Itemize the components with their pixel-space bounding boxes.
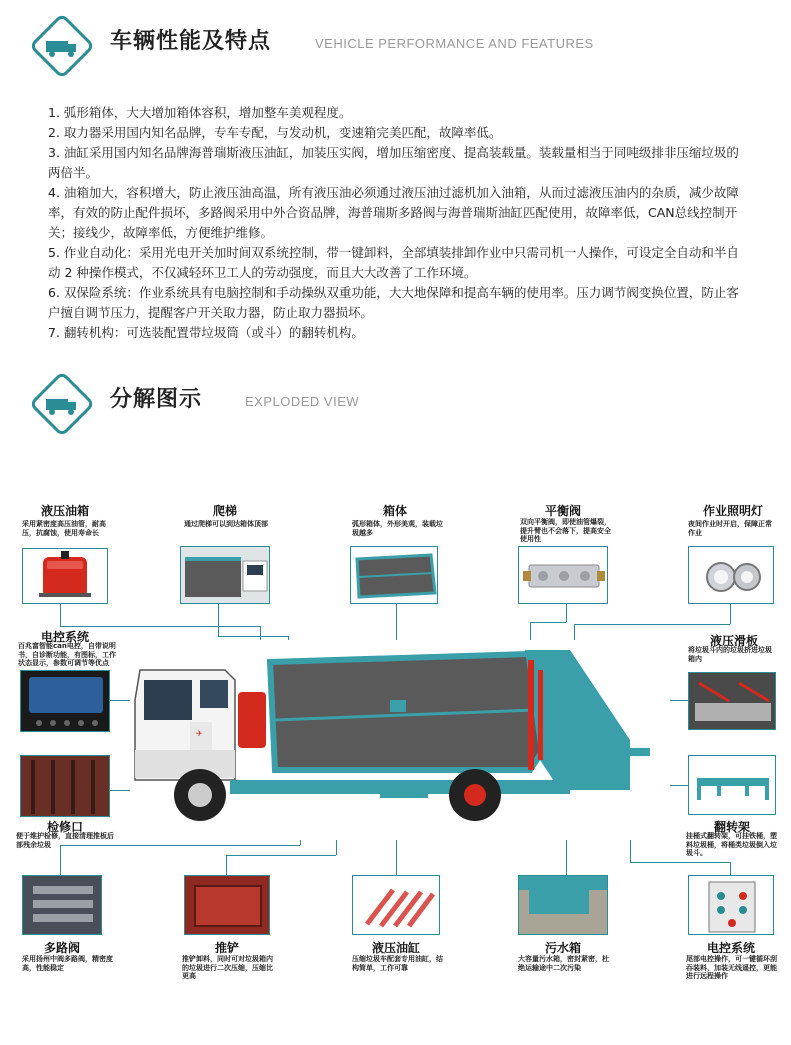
part-title-sewage-tank: 污水箱 [544, 941, 581, 955]
section-title: 分解图示 [110, 387, 203, 412]
features-list [48, 103, 748, 343]
feature-item: 3. 油缸采用国内知名品牌海普瑞斯液压油缸，加装压实阀，增加压缩密度、提高装载量。装载量相当于同吨级排非压缩垃圾的两倍半。 [48, 145, 739, 180]
part-desc-cylinder: 压缩垃圾车配套专用油缸，结构简单，工作可靠 [352, 955, 443, 972]
connector-line [566, 604, 567, 622]
box-icon [351, 547, 438, 604]
part-desc-inspection: 便于维护检修，直接清理推板后部残余垃圾 [16, 832, 114, 849]
control-box-image [688, 875, 774, 935]
control-box-icon [689, 876, 774, 935]
part-title-multi-valve: 多路阀 [43, 941, 80, 955]
push-shovel-icon [185, 876, 270, 935]
cylinder-icon [353, 876, 440, 935]
part-desc-multi-valve: 采用扬州中阀多路阀，精密度高，性能稳定 [22, 955, 113, 972]
connector-line [730, 862, 731, 875]
section-header-features [30, 14, 730, 74]
part-title-ecu-left: 电控系统 [40, 630, 89, 644]
connector-line [730, 604, 731, 624]
screen-icon [21, 671, 110, 732]
box-image [350, 546, 438, 604]
valve-block-icon [23, 876, 102, 935]
part-desc-ecu-right: 尾部电控操作，可一键循环刮吞装料，加装无线遥控，更能进行远程操作 [686, 955, 777, 980]
part-title-balance-valve: 平衡阀 [544, 504, 581, 518]
part-title-inspection: 检修口 [46, 820, 83, 834]
part-title-flip-frame: 翻转架 [713, 820, 750, 834]
part-desc-push-shovel: 推铲卸料，同时可对垃圾箱内的垃圾进行二次压缩，压缩比更高 [182, 955, 273, 980]
slide-plate-image [688, 672, 776, 730]
section-header-exploded [30, 372, 730, 432]
feature-item: 7. 翻转机构：可选装配置带垃圾筒（或斗）的翻转机构。 [48, 325, 364, 340]
connector-line [530, 622, 566, 623]
part-desc-work-light: 夜间作业时开启，保障正常作业 [688, 520, 772, 537]
connector-line [218, 636, 288, 637]
part-desc-box: 弧形箱体，外形美观，装载垃圾越多 [352, 520, 443, 537]
inspection-port-image [20, 755, 110, 817]
ladder-image [180, 546, 270, 604]
sewage-tank-image [518, 875, 608, 935]
connector-line [218, 604, 219, 636]
part-title-cylinder: 液压油缸 [371, 941, 420, 955]
part-title-oil-tank: 液压油箱 [40, 504, 89, 518]
part-desc-balance-valve: 双向平衡阀，即使油管爆裂，提升臂也不会落下，提高安全使用性 [520, 518, 611, 543]
part-title-push-shovel: 推铲 [214, 941, 239, 955]
lamp-icon [689, 547, 774, 604]
flip-frame-icon [689, 756, 776, 815]
connector-line [574, 624, 730, 625]
balance-valve-image [518, 546, 608, 604]
section-subtitle: VEHICLE PERFORMANCE AND FEATURES [315, 36, 594, 51]
connector-line [226, 855, 227, 875]
oil-tank-icon [23, 549, 108, 604]
cylinder-image [352, 875, 440, 935]
part-desc-slide-plate: 将垃圾斗内的垃圾挤进垃圾箱内 [688, 646, 772, 663]
connector-line [60, 604, 61, 626]
slide-plate-icon [689, 673, 776, 730]
connector-line [60, 626, 260, 627]
connector-line [226, 855, 336, 856]
push-shovel-image [184, 875, 270, 935]
feature-item: 6. 双保险系统：作业系统具有电脑控制和手动操纵双重功能，大大地保障和提高车辆的使用率。压力调节阀变换位置，防止客户擅自调节压力，提醒客户开关取力器，防止取力器损坏。 [48, 285, 739, 320]
part-desc-flip-frame: 挂桶式翻转架，可挂铁桶，塑料垃圾桶，将桶类垃圾倒入垃圾斗。 [686, 832, 777, 857]
feature-item: 1. 弧形箱体，大大增加箱体容积，增加整车美观程度。 [48, 105, 352, 120]
feature-item: 2. 取力器采用国内知名品牌，专车专配，与发动机，变速箱完美匹配，故障率低。 [48, 125, 502, 140]
inspection-icon [21, 756, 110, 817]
truck-diamond-icon [30, 14, 94, 78]
flip-frame-image [688, 755, 776, 815]
truck-diamond-icon [30, 372, 94, 436]
oil-tank-image [22, 548, 108, 604]
part-title-box: 箱体 [382, 504, 407, 518]
part-title-work-light: 作业照明灯 [702, 504, 763, 518]
work-light-image [688, 546, 774, 604]
part-desc-oil-tank: 采用紧密度高压油管，耐高压，抗腐蚀，使用寿命长 [22, 520, 106, 537]
connector-line [630, 862, 730, 863]
multi-valve-image [22, 875, 102, 935]
garbage-truck-illustration [130, 640, 670, 840]
part-desc-sewage-tank: 大容量污水箱，密封紧密，杜绝运输途中二次污染 [518, 955, 609, 972]
sewage-tank-icon [519, 876, 608, 935]
part-desc-ladder: 通过爬梯可以到达箱体顶部 [184, 520, 268, 528]
svg-text:✈: ✈ [196, 729, 203, 738]
valve-icon [519, 547, 608, 604]
feature-item: 4. 油箱加大，容积增大，防止液压油高温，所有液压油必须通过液压油过滤机加入油箱，从而过滤液压油内的杂质，减少故障率，有效的防止配件损坏，多路阀采用中外合资品牌，海普瑞斯多路阀与海普瑞斯油缸匹配使用，故障率低，CAN总线控制开关；接线少，故障率低，方便维护维修。 [48, 185, 739, 240]
connector-line [60, 845, 61, 875]
section-title: 车辆性能及特点 [110, 29, 272, 54]
part-title-ladder: 爬梯 [212, 504, 237, 518]
ecu-screen-image [20, 670, 110, 732]
feature-item: 5. 作业自动化：采用光电开关加时间双系统控制，带一键卸料，全部填装排卸作业中只需司机一人操作，可设定全自动和半自动 2 种操作模式，不仅减轻环卫工人的劳动强度，而且大大改善了工作环境。 [48, 245, 739, 280]
part-title-ecu-right: 电控系统 [706, 941, 755, 955]
part-desc-ecu-left: 百兆富智能can电控，自带说明书，自诊断功能，有图标，工作状态显示，参数可调节等优点 [18, 642, 116, 667]
ladder-icon [181, 547, 270, 604]
section-subtitle: EXPLODED VIEW [245, 394, 360, 409]
part-title-slide-plate: 液压滑板 [709, 634, 758, 648]
